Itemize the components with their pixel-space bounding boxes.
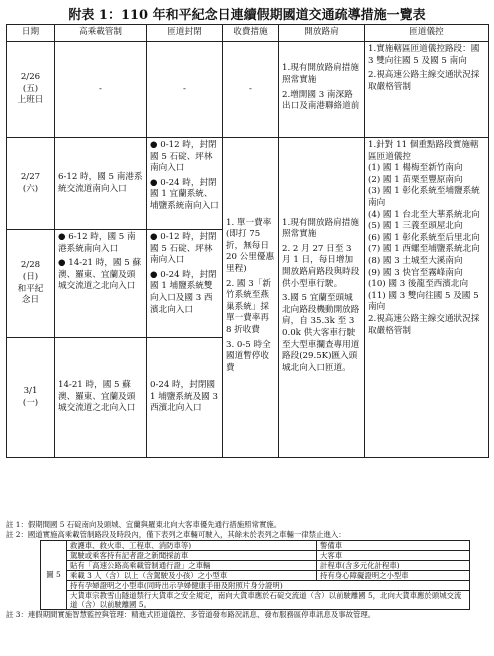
ramp-cell: 0-24 時，封閉國 1 埔鹽系統及國 3 西濱北向入口 (147, 338, 223, 458)
meter-cell: 1.實施轄區匝道儀控路段：國 3 雙向往國 5 及國 5 南向 2.視高速公路主線交通狀況採取嚴格管制 (365, 42, 489, 138)
date-cell: 3/1 (一) (7, 338, 55, 458)
hov-cell: ● 6-12 時，國 5 南港系統南向入口 ● 14-21 時，國 5 蘇澳、羅東、宜蘭及頭城交流道之北向入口 (55, 230, 147, 338)
hov-cell: 6-12 時，國 5 南港系統交流道南向入口 (55, 138, 147, 230)
note-3: 註 3：連假期間實施智慧監控與管理：精進式匝道儀控、多管道發布路況訊息、發布服務區停車訊息及事故管理。 (6, 609, 376, 619)
header-shoulder: 開放路肩 (279, 25, 365, 42)
note-1: 註 1：假期間國 5 石碇南向及頭城、宜蘭與羅東北向大客車優先通行措施照常實施。 (6, 520, 282, 529)
date-cell: 2/27 (六) (7, 138, 55, 230)
page-title: 附表 1：110 年和平紀念日連續假期國道交通疏導措施一覽表 (68, 8, 426, 23)
header-date: 日期 (7, 25, 55, 42)
traffic-measures-table (6, 24, 489, 458)
hov-cell: - (55, 42, 147, 138)
ramp-cell: - (147, 42, 223, 138)
notes-section (6, 520, 488, 620)
date-cell: 2/28 (日) 和平紀 念日 (7, 230, 55, 338)
meter-cell: 1.針對 11 個重點路段實施轄區匝道儀控 (1) 國 1 楊梅至新竹南向 (2) 國 1 苗栗至豐原南向 (3) 國 1 彰化系統至埔鹽系統南向 (4) 國 1 台北至大華系統北向 (5) 國 1 三義至頭屋北向 (6) 國 1 彰化系統至后里北向 (7) 國 1 西螺至埔鹽系統北向 (8) 國 3 土城至大溪南向 (9) 國 3 快官至霧峰南向 (10) 國 3 後龍至西濱北向 (11) 國 3 雙向往國 5 及國 5 南向 2.視高速公路主線交通狀況採取嚴格管制 (365, 138, 489, 458)
allowed-vehicles-table: 圖 5 救護車、救火車、工程車、消防車等) 警備車 駕駛或乘客持有記者證之新聞採訪車 大客車 貼有「高速公路高乘載管制通行證」之車輛 計程車(含多元化計程車) 乘載 3 人（含）以上（含駕駛及小孩）之小型車 持有身心障礙證明之小型車 持有孕婦證明之小型車(同時出示孕婦健康手冊及附照片身分證明) 大貨車宗教雪山隧道禁行大貨車之安全規定，南向大貨車應於石碇交流道（含）以前駛離國 5，北向大貨車應於頭城交流道（含）以前駛離國 5。 (40, 540, 470, 610)
hov-cell: 14-21 時，國 5 蘇澳、羅東、宜蘭及頭城交流道之北向入口 (55, 338, 147, 458)
shoulder-cell: 1.現有開放路肩措施照常實施 2. 2 月 27 日至 3 月 1 日，每日增加開放路肩路段與時段供小型車行駛。 3.國 5 宜蘭至頭城北向路段機動開放路肩，自 35.3k 至 30.0k 供大客車行駛至大型車攔查專用道路段(29.5K)匯入頭城北向入口匝道。 (279, 138, 365, 458)
shoulder-cell: 1.現有開放路肩措施照常實施 2.增開國 3 南深路出口及南港聯絡道前 (279, 42, 365, 138)
note-2: 註 2：國道實施高乘載管制路段及時段內，僅下表列之車輛可駛入，其餘未於表列之車輛一律禁止進入： (6, 529, 346, 539)
toll-cell: - (223, 42, 279, 138)
ramp-cell: ● 0-12 時，封閉國 5 石碇、坪林南向入口 ● 0-24 時，封閉國 1 埔鹽系統雙向入口及國 3 西濱北向入口 (147, 230, 223, 338)
ramp-cell: ● 0-12 時，封閉國 5 石碇、坪林南向入口 ● 0-24 時，封閉國 1 宜蘭系統、埔鹽系統南向入口 (147, 138, 223, 230)
toll-cell: 1. 單一費率(即打 75 折，無每日 20 公里優惠里程) 2. 國 3「新竹系統至燕巢系統」採單一費率再 8 折收費 3. 0-5 時全國道暫停收費 (223, 138, 279, 458)
table-row (7, 138, 489, 230)
header-toll: 收費措施 (223, 25, 279, 42)
date-cell: 2/26 (五) 上班日 (7, 42, 55, 138)
header-hov: 高乘載管制 (55, 25, 147, 42)
table-row (7, 42, 489, 138)
header-ramp-closure: 匝道封閉 (147, 25, 223, 42)
legend-label: 圖 5 (41, 540, 67, 609)
table-header-row (7, 25, 489, 42)
header-ramp-metering: 匝道儀控 (365, 25, 489, 42)
